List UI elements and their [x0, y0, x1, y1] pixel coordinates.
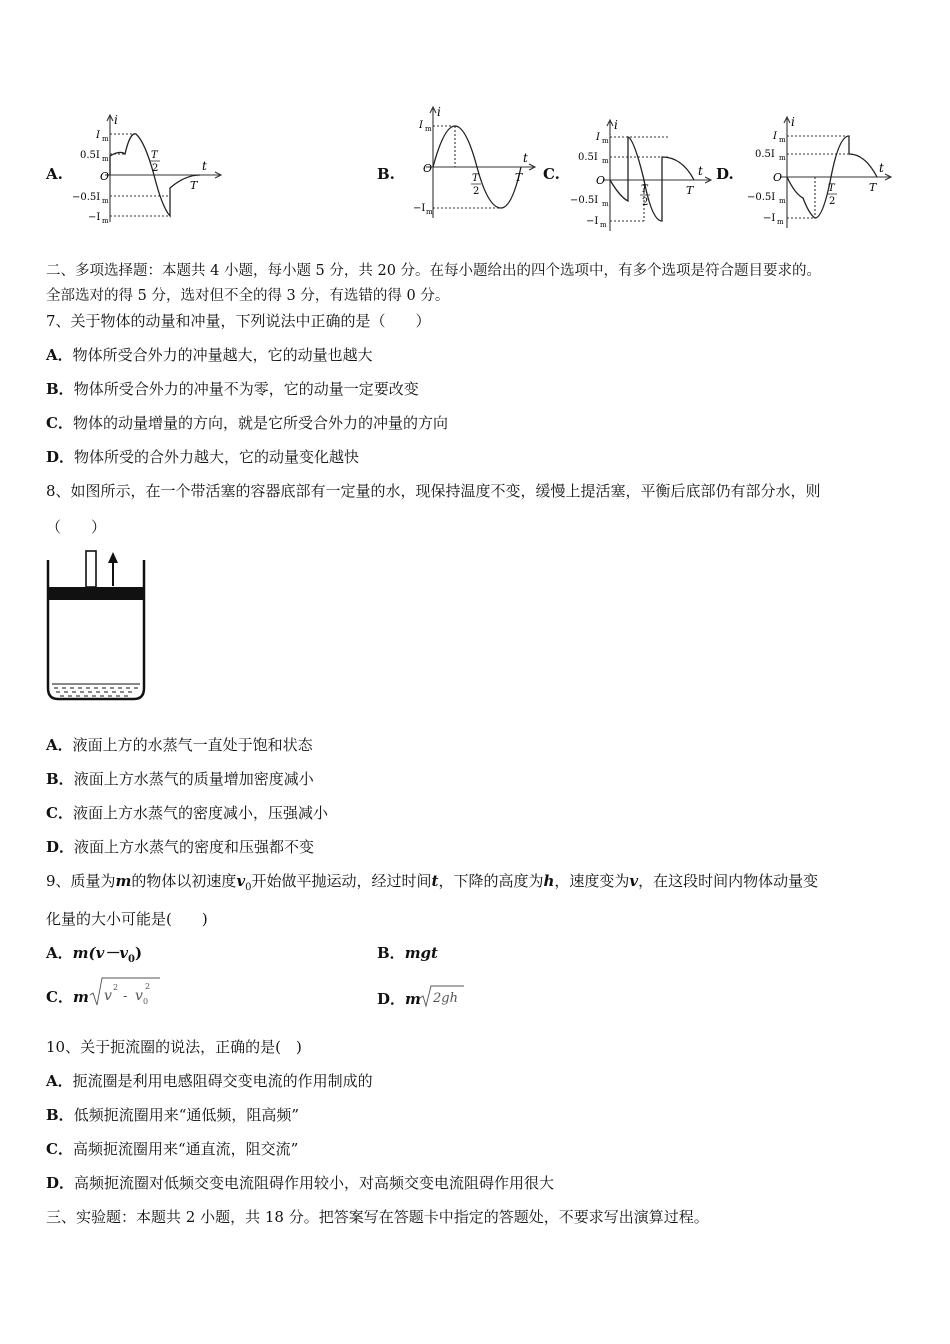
section2-heading-line1: 二、多项选择题：本题共 4 小题，每小题 5 分，共 20 分。在每小题给出的四个选项中，有多个选项是符合题目要求的。: [46, 263, 822, 279]
option-label: B.: [377, 165, 395, 183]
svg-text:v: v: [104, 988, 112, 1004]
axis-t: t: [698, 164, 703, 178]
axis-t: t: [523, 151, 528, 165]
im-label: I: [773, 131, 777, 142]
t-period: T: [515, 171, 523, 184]
im-label: I: [419, 120, 423, 131]
svg-text:2gh: 2gh: [433, 991, 458, 1006]
q10-option-a[interactable]: [46, 1071, 373, 1091]
graph-d: [745, 114, 895, 232]
svg-text:2: 2: [145, 982, 151, 991]
q7-stem: 7、关于物体的动量和冲量，下列说法中正确的是（ ）: [46, 312, 431, 330]
option-text: 物体的动量增量的方向，就是它所受合外力的冲量的方向: [72, 414, 448, 432]
piston-container-figure: [44, 548, 154, 704]
option-label: A．: [46, 1072, 73, 1090]
option-text: 扼流圈是利用电感阻碍交变电流的作用制成的: [72, 1072, 373, 1090]
neg-half-label: −0.5I: [747, 192, 776, 203]
im-sub: m: [779, 136, 786, 144]
origin-label: O: [100, 170, 110, 183]
neg-im-label: −I: [413, 203, 426, 214]
graph-c: [570, 117, 715, 235]
half-label: 0.5I: [578, 152, 598, 163]
option-label: C.: [543, 165, 560, 183]
option-label: A.: [46, 165, 63, 183]
axis-i: i: [614, 118, 618, 132]
section3-heading: 三、实验题：本题共 2 小题，共 18 分。把答案写在答题卡中指定的答题处，不要求写出演算过程。: [46, 1208, 709, 1226]
q8-option-c[interactable]: [46, 803, 328, 823]
t-half-num: T: [151, 150, 158, 161]
neg-im-sub: m: [777, 218, 784, 226]
half-label: 0.5I: [755, 149, 775, 160]
option-label: A．: [46, 346, 73, 364]
option-label: D．: [46, 448, 75, 466]
q9-option-c[interactable]: C．m: [46, 988, 89, 1006]
t-half-num: T: [472, 173, 479, 184]
option-text: 液面上方水蒸气的密度减小，压强减小: [72, 804, 328, 822]
option-text: 液面上方水蒸气的密度和压强都不变: [74, 838, 315, 856]
q8-option-b[interactable]: [46, 769, 314, 789]
q8-stem: 8、如图所示，在一个带活塞的容器底部有一定量的水，现保持温度不变，缓慢上提活塞，平衡后底部仍有部分水，则: [46, 482, 821, 500]
q7-option-b[interactable]: [46, 379, 419, 399]
neg-im-sub: m: [600, 221, 607, 229]
t-half-den: 2: [473, 186, 480, 197]
t-half-den: 2: [642, 197, 649, 208]
q9-option-a[interactable]: A．$m(v-v_0)$: [46, 944, 143, 965]
im-label: I: [96, 130, 100, 141]
svg-text:2: 2: [113, 983, 119, 992]
axis-i: i: [791, 115, 795, 129]
q8-option-a[interactable]: [46, 735, 313, 755]
half-sub: m: [102, 155, 109, 163]
option-label: B．: [46, 380, 74, 398]
option-label: C．: [46, 1140, 73, 1158]
svg-text:0: 0: [143, 997, 149, 1006]
graph-b: [408, 104, 538, 222]
option-text: 液面上方的水蒸气一直处于饱和状态: [72, 736, 313, 754]
neg-im-sub: m: [426, 208, 433, 216]
q9-option-c-formula: [89, 975, 161, 1009]
option-label: D．: [46, 838, 75, 856]
t-period: T: [686, 184, 694, 197]
t-half-den: 2: [152, 163, 159, 174]
option-text: 物体所受合外力的冲量越大，它的动量也越大: [72, 346, 373, 364]
q10-option-c[interactable]: [46, 1139, 298, 1159]
q8-paren: （ ）: [46, 518, 107, 536]
t-period: T: [190, 179, 198, 192]
option-text: 低频扼流圈用来“通低频，阻高频”: [73, 1106, 300, 1124]
neg-im-label: −I: [586, 216, 599, 227]
half-sub: m: [602, 157, 609, 165]
axis-t: t: [879, 161, 884, 175]
q7-option-c[interactable]: [46, 413, 448, 433]
q9-option-d-formula: [419, 983, 465, 1009]
option-text: 物体所受的合外力越大，它的动量变化越快: [74, 448, 360, 466]
t-half-den: 2: [829, 196, 836, 207]
q9-option-d[interactable]: D．m: [377, 990, 421, 1008]
option-text: 高频扼流圈对低频交变电流阻碍作用较小，对高频交变电流阻碍作用很大: [74, 1174, 555, 1192]
im-label: I: [596, 132, 600, 143]
im-sub: m: [102, 135, 109, 143]
im-sub: m: [425, 125, 432, 133]
t-half-num: T: [641, 184, 648, 195]
neg-im-label: −I: [88, 212, 101, 223]
origin-label: O: [423, 162, 433, 175]
neg-half-sub: m: [602, 200, 609, 208]
q9-option-b[interactable]: B．mgt: [377, 944, 438, 962]
svg-text:v: v: [135, 988, 143, 1004]
half-label: 0.5I: [80, 150, 100, 161]
neg-im-label: −I: [763, 213, 776, 224]
graph-a: [70, 112, 225, 230]
q7-option-d[interactable]: [46, 447, 359, 467]
half-sub: m: [779, 154, 786, 162]
q9-stem-line2: 化量的大小可能是( ): [46, 910, 208, 928]
origin-label: O: [596, 174, 606, 187]
option-label: D．: [46, 1174, 75, 1192]
neg-half-label: −0.5I: [570, 195, 599, 206]
axis-t: t: [202, 159, 207, 173]
neg-half-sub: m: [779, 197, 786, 205]
section2-heading-line2: 全部选对的得 5 分，选对但不全的得 3 分，有选错的得 0 分。: [46, 288, 450, 304]
origin-label: O: [773, 171, 783, 184]
option-text: 物体所受合外力的冲量不为零，它的动量一定要改变: [73, 380, 419, 398]
neg-im-sub: m: [102, 217, 109, 225]
option-label: A．: [46, 736, 73, 754]
option-label: B．: [46, 770, 74, 788]
q9-stem: 9、质量为m的物体以初速度$v_0$开始做平抛运动，经过时间t，下降的高度为h，速度变为v，在这段时间内物体动量变: [46, 872, 819, 893]
t-period: T: [869, 181, 877, 194]
option-label: C．: [46, 804, 73, 822]
option-text: 液面上方水蒸气的质量增加密度减小: [73, 770, 314, 788]
q10-option-b[interactable]: [46, 1105, 299, 1125]
q10-stem: 10、关于扼流圈的说法，正确的是( ): [46, 1038, 302, 1056]
axis-i: i: [114, 113, 118, 127]
axis-i: i: [437, 105, 441, 119]
im-sub: m: [602, 137, 609, 145]
q10-option-d[interactable]: [46, 1173, 554, 1193]
option-label: D.: [716, 165, 734, 183]
option-label: C．: [46, 414, 73, 432]
q8-option-d[interactable]: [46, 837, 314, 857]
option-label: B．: [46, 1106, 74, 1124]
neg-half-sub: m: [102, 197, 109, 205]
svg-text:-: -: [123, 989, 128, 1004]
t-half-num: T: [828, 183, 835, 194]
q7-option-a[interactable]: [46, 345, 373, 365]
neg-half-label: −0.5I: [72, 192, 101, 203]
option-text: 高频扼流圈用来“通直流，阻交流”: [72, 1140, 299, 1158]
